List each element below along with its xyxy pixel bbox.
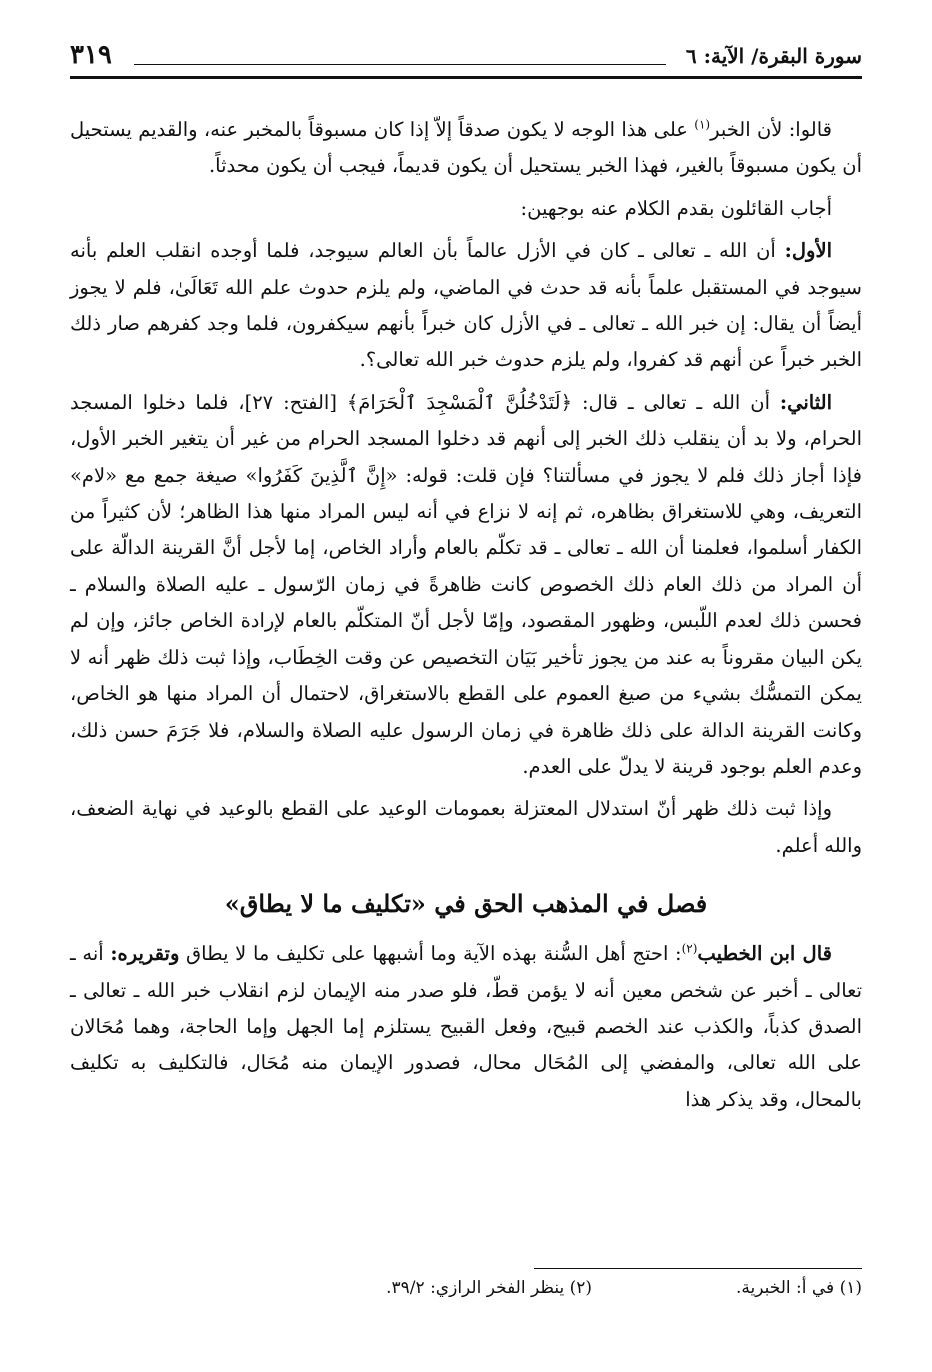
footnote-2: (٢) ينظر الفخر الرازي: ٣٩/٢.: [386, 1278, 592, 1298]
page-body: [70, 112, 862, 1118]
footnote-1: (١) في أ: الخبرية.: [735, 1278, 862, 1298]
paragraph-lead-2: وتقريره:: [110, 942, 180, 966]
paragraph-2: [70, 191, 862, 227]
paragraph-text: أن الله ـ تعالى ـ قال: ﴿لَتَدْخُلُنَّ ٱلْمَسْجِدَ ٱلْحَرَامَ﴾ [الفتح: ٢٧]، فلما دخلوا المسجد الحرام، ولا بد أن ينقلب ذلك الخبر إلى أنهم قد دخلوا المسجد الحرام من غير أن يتغير الخبر الأول، فإذا أجاز ذلك فلم لا يجوز في مسألتنا؟ فإن قلت: قوله: «إِنَّ ٱلَّذِينَ كَفَرُوا» صيغة جمع مع «لام» التعريف، وهي للاستغراق بظاهره، ثم إنه لا نزاع في أنه ليس المراد منها هذا الظاهر؛ لأن كثيراً من الكفار أسلموا، فعلمنا أن الله ـ تعالى ـ قد تكلّم بالعام وأراد الخاص، إما لأجل أنَّ القرينة الدالّة على أن المراد من ذلك العام ذلك الخصوص كانت ظاهرةً في زمان الرّسول ـ عليه الصلاة والسلام ـ فحسن ذلك لعدم اللّبس، وظهور المقصود، وإمّا لأجل أنّ المتكلّم بالعام لإرادة الخاص جائز، وإن لم يكن البيان مقروناً به عند من يجوز تأخير بَيَان التخصيص عن وقت الخِطَاب، وإذا ثبت ذلك ظهر أنه لا يمكن التمسُّك بشيء من صيغ العموم على القطع بالاستغراق، لاحتمال أن المراد منها هو الخاص، وكانت القرينة الدالة على ذلك ظاهرة في زمان الرسول عليه الصلاة والسلام، فلا جَرَمَ حسن ذلك، وعدم العلم بوجود قرينة لا يدلّ على العدم.: [70, 390, 862, 778]
section-heading: فصل في المذهب الحق في «تكليف ما لا يطاق»: [224, 889, 708, 919]
paragraph-4: [70, 385, 862, 785]
paragraph-text: على هذا الوجه لا يكون صدقاً إلاّ إذا كان مسبوقاً بالمخبر عنه، والقديم يستحيل أن يكون مسبوقاً بالغير، فهذا الخبر يستحيل أن يكون قديماً، فيجب أن يكون محدثاً.: [70, 118, 862, 178]
paragraph-lead: الأول:: [784, 239, 832, 263]
paragraph-text: أنه ـ تعالى ـ أخبر عن شخص معين أنه لا يؤمن قطّ، فلو صدر منه الإيمان لزم انقلاب خبر الله ـ تعالى ـ الصدق كذباً، والكذب عند الخصم قبيح، وفعل القبيح يستلزم إما الجهل وإما الحاجة، وهما مُحَالان على الله تعالى، والمفضي إلى المُحَال محال، فصدور الإيمان منه مُحَال، فالتكليف به تكليف بالمحال، وقد يذكر هذا: [70, 942, 862, 1111]
footnote-ref-2: (٢): [681, 941, 698, 956]
paragraph-lead: قال ابن الخطيب: [697, 942, 832, 966]
paragraph-text: أن الله ـ تعالى ـ كان في الأزل عالماً بأن العالم سيوجد، فلما أوجده انقلب العلم بأنه سيوجد في المستقبل علماً بأنه قد حدث في الماضي، ولم يلزم حدوث علم الله تَعَالَىٰ، فلم لا يجوز أيضاً أن يقال: إن خبر الله ـ تعالى ـ في الأزل كان خبراً بأنهم سيكفرون، فلما وجد كفرهم صار ذلك الخبر خبراً عن أنهم قد كفروا، ولم يلزم حدوث خبر الله تعالى؟.: [70, 239, 862, 372]
paragraph-3: [70, 233, 862, 379]
paragraph-6: [70, 936, 862, 1118]
page-header: [70, 38, 862, 74]
book-page: [70, 38, 862, 1338]
footnote-ref-1: (١): [694, 117, 711, 132]
surah-title: سورة البقرة/ الآية: ٦: [685, 44, 862, 68]
header-underline: [70, 76, 862, 79]
paragraph-lead: الثاني:: [779, 390, 832, 414]
paragraph-text: : احتج أهل السُّنة بهذه الآية وما أشبهها على تكليف ما لا يطاق: [179, 942, 682, 966]
paragraph-5: [70, 791, 862, 864]
page-number: ٣١٩: [70, 40, 112, 70]
footnote-separator: [534, 1268, 862, 1269]
paragraph-text: أجاب القائلون بقدم الكلام عنه بوجهين:: [520, 196, 832, 220]
header-rule: [134, 64, 666, 65]
paragraph-text: قالوا: لأن الخبر: [710, 118, 832, 141]
footnotes: [70, 1278, 862, 1308]
paragraph-1: [70, 112, 862, 185]
paragraph-text: وإذا ثبت ذلك ظهر أنّ استدلال المعتزلة بعمومات الوعيد على القطع بالوعيد في نهاية الضعف، والله أعلم.: [70, 797, 862, 857]
